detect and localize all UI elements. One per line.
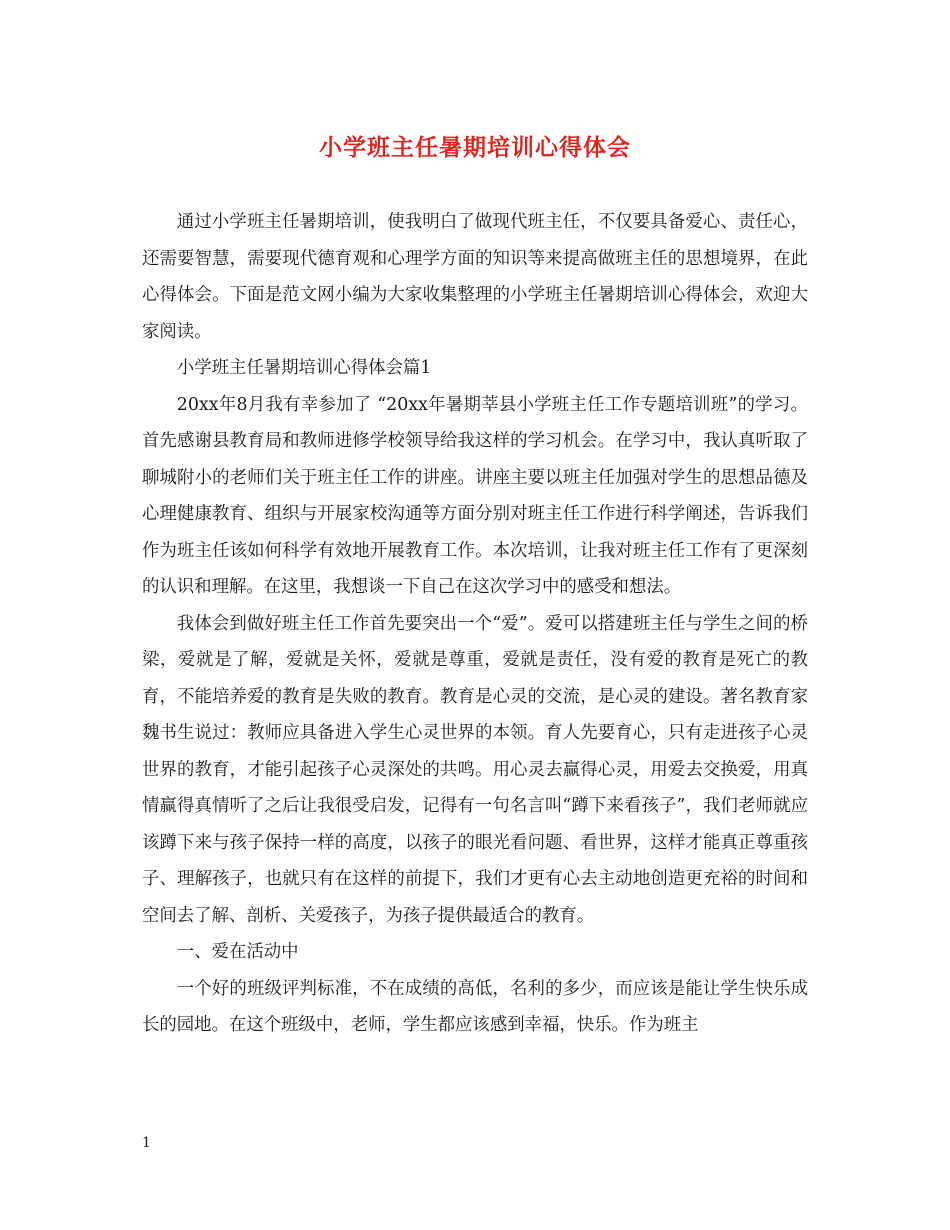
document-title: 小学班主任暑期培训心得体会: [319, 134, 631, 161]
paragraph-intro: 通过小学班主任暑期培训，使我明白了做现代班主任，不仅要具备爱心、责任心，还需要智慧，需要现代德育观和心理学方面的知识等来提高做班主任的思想境界，在此心得体会。下面是范文网小编为大家收集整理的小学班主任暑期培训心得体会，欢迎大家阅读。: [142, 212, 808, 342]
section-heading-part-1: 小学班主任暑期培训心得体会篇1: [176, 358, 432, 378]
paragraph-love: 我体会到做好班主任工作首先要突出一个“爱”。爱可以搭建班主任与学生之间的桥梁，爱就是了解，爱就是关怀，爱就是尊重，爱就是责任，没有爱的教育是死亡的教育，不能培养爱的教育是失败的教育。教育是心灵的交流，是心灵的建设。著名教育家魏书生说过：教师应具备进入学生心灵世界的本领。育人先要育心，只有走进孩子心灵世界的教育，才能引起孩子心灵深处的共鸣。用心灵去赢得心灵，用爱去交换爱，用真情赢得真情听了之后让我很受启发，记得有一句名言叫“蹲下来看孩子”，我们老师就应该蹲下来与孩子保持一样的高度，以孩子的眼光看问题、看世界，这样才能真正尊重孩子、理解孩子，也就只有在这样的前提下，我们才更有心去主动地创造更充裕的时间和空间去了解、剖析、关爱孩子，为孩子提供最适合的教育。: [142, 613, 808, 926]
document-body: [142, 204, 808, 1044]
section-heading-love-in-activities: 一、爱在活动中: [176, 942, 299, 962]
page-number: 1: [142, 1135, 151, 1151]
paragraph-training: 20xx年8月我有幸参加了 “20xx年暑期莘县小学班主任工作专题培训班”的学习。首先感谢县教育局和教师进修学校领导给我这样的学习机会。在学习中，我认真听取了聊城附小的老师们关于班主任工作的讲座。讲座主要以班主任加强对学生的思想品德及心理健康教育、组织与开展家校沟通等方面分别对班主任工作进行科学阐述，告诉我们作为班主任该如何科学有效地开展教育工作。本次培训，让我对班主任工作有了更深刻的认识和理解。在这里，我想谈一下自己在这次学习中的感受和想法。: [142, 394, 808, 597]
paragraph-good-class: 一个好的班级评判标准，不在成绩的高低，名利的多少，而应该是能让学生快乐成长的园地。在这个班级中，老师，学生都应该感到幸福，快乐。作为班主: [142, 978, 808, 1035]
